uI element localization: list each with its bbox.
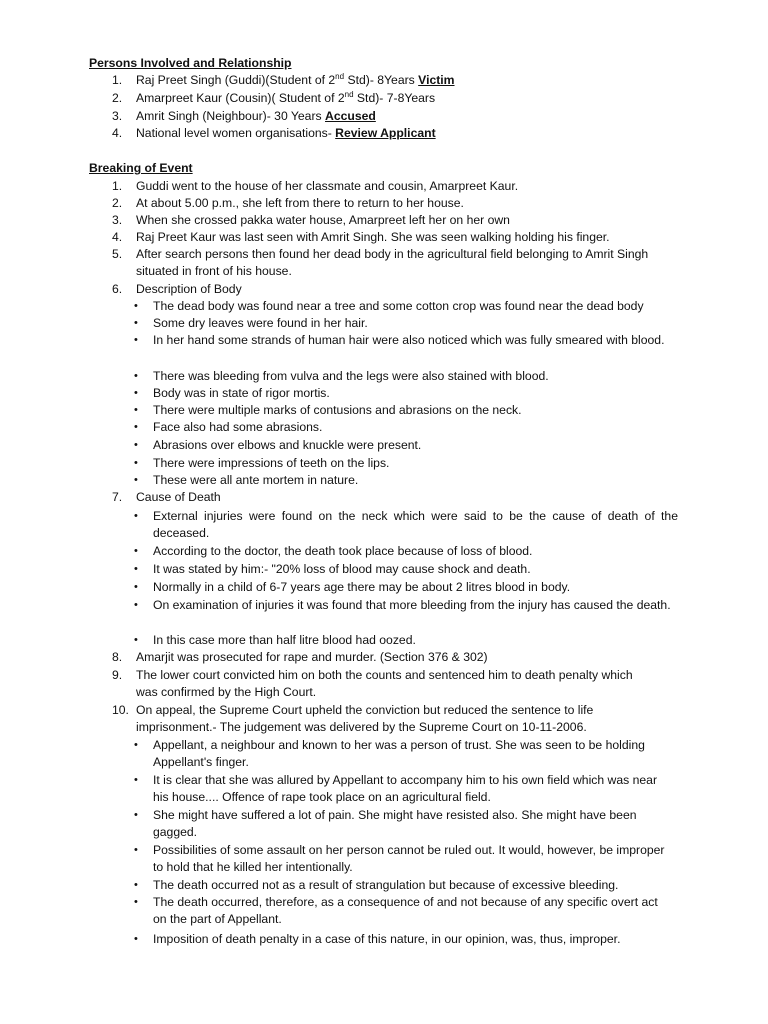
list-number: 2. xyxy=(112,196,123,210)
list-item: When she crossed pakka water house, Amarpreet left her on her own xyxy=(136,213,510,227)
bullet-icon: • xyxy=(134,844,138,856)
bullet-item: Face also had some abrasions. xyxy=(153,420,323,434)
list-number: 4. xyxy=(112,126,123,140)
list-item: Description of Body xyxy=(136,282,242,296)
list-number: 2. xyxy=(112,91,123,105)
list-number: 1. xyxy=(112,179,123,193)
list-number: 10. xyxy=(112,703,129,717)
list-number: 4. xyxy=(112,230,123,244)
list-item: Raj Preet Kaur was last seen with Amrit Singh. She was seen walking holding his finger. xyxy=(136,230,610,244)
bullet-icon: • xyxy=(134,879,138,891)
bullet-item: Normally in a child of 6-7 years age there may be about 2 litres blood in body. xyxy=(153,580,571,594)
bullet-icon: • xyxy=(134,634,138,646)
bullet-icon: • xyxy=(134,581,138,593)
list-number: 8. xyxy=(112,650,123,664)
bullet-item: Appellant, a neighbour and known to her was a person of trust. She was seen to be holding Appellant's finger. xyxy=(153,738,645,769)
bullet-icon: • xyxy=(134,563,138,575)
list-item: Amarjit was prosecuted for rape and murder. (Section 376 & 302) xyxy=(136,650,488,664)
list-item: After search persons then found her dead body in the agricultural field belonging to Amrit Singh xyxy=(136,247,649,261)
bullet-item: The death occurred, therefore, as a consequence of and not because of any specific overt act on the part of Appellant. xyxy=(153,895,658,926)
bullet-icon: • xyxy=(134,404,138,416)
bullet-item: In this case more than half litre blood had oozed. xyxy=(153,633,416,647)
bullet-item: In her hand some strands of human hair were also noticed which was fully smeared with blood. xyxy=(153,333,665,347)
section-heading-persons: Persons Involved and Relationship xyxy=(89,56,292,70)
list-item: Guddi went to the house of her classmate and cousin, Amarpreet Kaur. xyxy=(136,179,519,193)
bullet-icon: • xyxy=(134,599,138,611)
bullet-item: It is clear that she was allured by Appellant to accompany him to his own field which was near his house.... Offence of rape took place on an agricultural field. xyxy=(153,773,658,804)
list-item: Raj Preet Singh (Guddi)(Student of 2nd Std)- 8Years Victim xyxy=(136,72,455,87)
role-label: Review Applicant xyxy=(335,126,436,140)
list-number: 5. xyxy=(112,247,123,261)
bullet-icon: • xyxy=(134,809,138,821)
bullet-item: Body was in state of rigor mortis. xyxy=(153,386,330,400)
bullet-icon: • xyxy=(134,300,138,312)
bullet-item: Some dry leaves were found in her hair. xyxy=(153,316,368,330)
bullet-item: The dead body was found near a tree and some cotton crop was found near the dead body xyxy=(153,299,644,313)
bullet-icon: • xyxy=(134,370,138,382)
bullet-icon: • xyxy=(134,421,138,433)
bullet-item: According to the doctor, the death took place because of loss of blood. xyxy=(153,544,533,558)
list-number: 6. xyxy=(112,282,123,296)
bullet-item: These were all ante mortem in nature. xyxy=(153,473,359,487)
bullet-item: Imposition of death penalty in a case of this nature, in our opinion, was, thus, improper. xyxy=(153,932,621,946)
bullet-icon: • xyxy=(134,334,138,346)
list-number: 3. xyxy=(112,213,123,227)
bullet-icon: • xyxy=(134,774,138,786)
role-label: Victim xyxy=(418,73,455,87)
list-item-continuation: imprisonment.- The judgement was delivered by the Supreme Court on 10-11-2006. xyxy=(136,720,587,734)
list-item: The lower court convicted him on both the counts and sentenced him to death penalty which xyxy=(136,668,633,682)
bullet-icon: • xyxy=(134,896,138,908)
bullet-icon: • xyxy=(134,933,138,945)
list-number: 7. xyxy=(112,490,123,504)
list-number: 1. xyxy=(112,73,123,87)
bullet-item: She might have suffered a lot of pain. She might have resisted also. She might have been gagged. xyxy=(153,808,637,839)
bullet-icon: • xyxy=(134,510,138,522)
bullet-item: Abrasions over elbows and knuckle were present. xyxy=(153,438,422,452)
section-heading-events: Breaking of Event xyxy=(89,161,193,175)
role-label: Accused xyxy=(325,109,376,123)
bullet-item: There was bleeding from vulva and the legs were also stained with blood. xyxy=(153,369,549,383)
bullet-icon: • xyxy=(134,545,138,557)
bullet-item: External injuries were found on the neck which were said to be the cause of death of the deceased. xyxy=(153,509,678,540)
bullet-icon: • xyxy=(134,457,138,469)
bullet-icon: • xyxy=(134,387,138,399)
list-item: At about 5.00 p.m., she left from there to return to her house. xyxy=(136,196,464,210)
bullet-icon: • xyxy=(134,739,138,751)
list-item: National level women organisations- Review Applicant xyxy=(136,126,436,140)
list-item-continuation: situated in front of his house. xyxy=(136,264,292,278)
bullet-item: There were impressions of teeth on the lips. xyxy=(153,456,390,470)
bullet-item: On examination of injuries it was found that more bleeding from the injury has caused the death. xyxy=(153,598,671,612)
list-number: 9. xyxy=(112,668,123,682)
bullet-icon: • xyxy=(134,474,138,486)
bullet-item: It was stated by him:- "20% loss of blood may cause shock and death. xyxy=(153,562,531,576)
bullet-icon: • xyxy=(134,439,138,451)
list-item: Cause of Death xyxy=(136,490,221,504)
bullet-icon: • xyxy=(134,317,138,329)
list-item: Amrit Singh (Neighbour)- 30 Years Accused xyxy=(136,109,376,123)
list-number: 3. xyxy=(112,109,123,123)
list-item: On appeal, the Supreme Court upheld the conviction but reduced the sentence to life xyxy=(136,703,594,717)
list-item-continuation: was confirmed by the High Court. xyxy=(136,685,317,699)
bullet-item: The death occurred not as a result of strangulation but because of excessive bleeding. xyxy=(153,878,619,892)
bullet-item: There were multiple marks of contusions and abrasions on the neck. xyxy=(153,403,522,417)
list-item: Amarpreet Kaur (Cousin)( Student of 2nd Std)- 7-8Years xyxy=(136,90,436,105)
bullet-item: Possibilities of some assault on her person cannot be ruled out. It would, however, be improper to hold that he killed her intentionally. xyxy=(153,843,665,874)
